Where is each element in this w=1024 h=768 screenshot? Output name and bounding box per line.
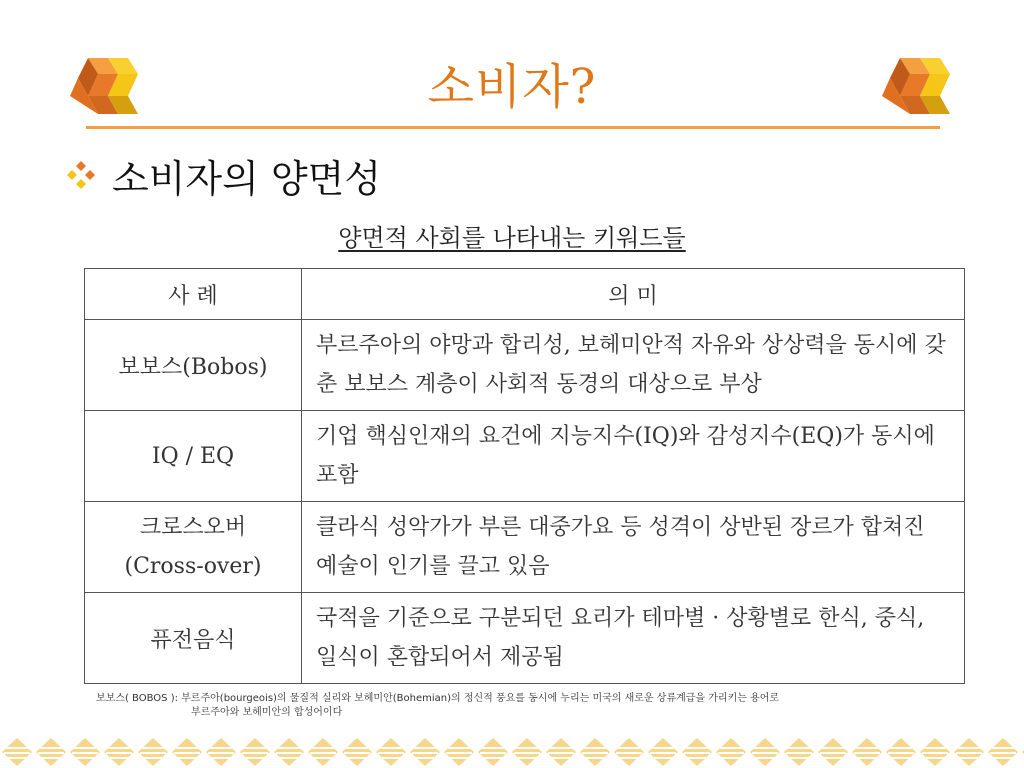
- slide-title: 소비자?: [427, 59, 597, 115]
- table-header-row: [85, 269, 965, 320]
- case-cell: 퓨전음식: [85, 593, 302, 684]
- case-cell: IQ / EQ: [85, 411, 302, 502]
- diamond-border-pattern: [0, 736, 1024, 768]
- table-caption-text: 양면적 사회를 나타내는 키워드들: [338, 224, 686, 252]
- title-divider: [86, 126, 940, 129]
- table-caption: [0, 218, 1024, 253]
- table-row: [85, 502, 965, 593]
- meaning-cell: 국적을 기준으로 구분되던 요리가 테마별 · 상황별로 한식, 중식, 일식이 혼합되어서 제공됨: [302, 593, 965, 684]
- meaning-cell: 기업 핵심인재의 요건에 지능지수(IQ)와 감성지수(EQ)가 동시에 포함: [302, 411, 965, 502]
- keyword-table: [84, 268, 965, 684]
- table-row: [85, 411, 965, 502]
- case-cell: 보보스(Bobos): [85, 320, 302, 411]
- case-cell: 크로스오버 (Cross-over): [85, 502, 302, 593]
- header-case: 사 례: [85, 269, 302, 320]
- footnote-line-1: 보보스( BOBOS ): 부르주아(bourgeois)의 물질적 실리와 보헤미안(Bohemian)의 정신적 풍요를 동시에 누리는 미국의 새로운 상류계급을 가리키는 용어로: [96, 693, 780, 704]
- bullet-item: [64, 150, 381, 200]
- diamond-bullet-icon: [64, 158, 98, 192]
- table-row: [85, 320, 965, 411]
- meaning-cell: 클라식 성악가가 부른 대중가요 등 성격이 상반된 장르가 합쳐진 예술이 인기를 끌고 있음: [302, 502, 965, 593]
- table-row: [85, 593, 965, 684]
- footnote-line-2: 부르주아와 보헤미안의 합성어이다: [191, 707, 343, 718]
- header-meaning: 의 미: [302, 269, 965, 320]
- footnote: [96, 692, 996, 720]
- meaning-cell: 부르주아의 야망과 합리성, 보헤미안적 자유와 상상력을 동시에 갖춘 보보스 계층이 사회적 동경의 대상으로 부상: [302, 320, 965, 411]
- bullet-text: 소비자의 양면성: [112, 156, 382, 201]
